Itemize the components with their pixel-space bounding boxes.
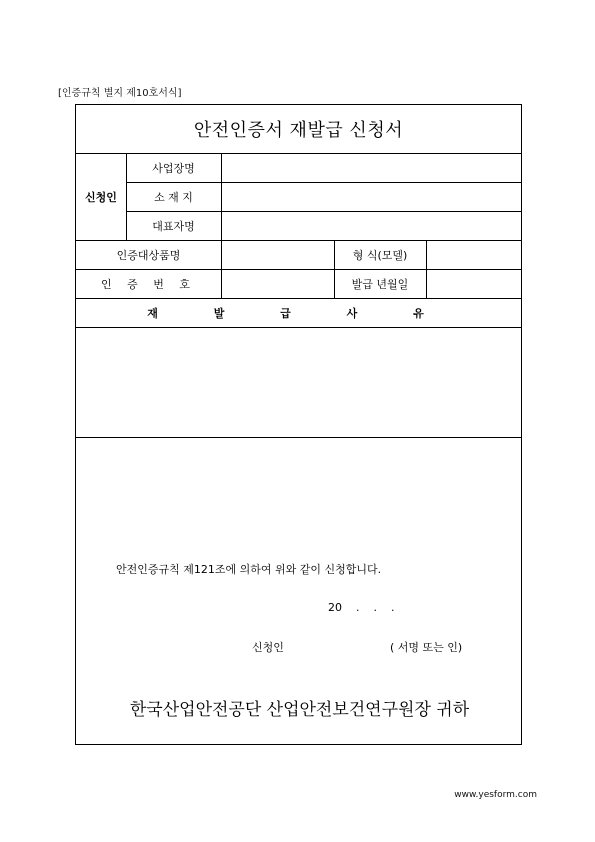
form-reference: [인증규칙 별지 제10호서식] — [58, 88, 182, 99]
date-line[interactable]: 20 . . . — [328, 601, 395, 614]
address-field[interactable] — [221, 182, 521, 211]
form-title: 안전인증서 재발급 신청서 — [193, 120, 404, 141]
addressee: 한국산업안전공단 산업안전보건연구원장 귀하 — [129, 700, 470, 720]
address-label: 소 재 지 — [154, 190, 193, 204]
applicant-group-label: 신청인 — [85, 190, 117, 204]
model-field[interactable] — [426, 240, 521, 269]
business-name-field[interactable] — [221, 153, 521, 182]
reason-header: 재 발 급 사 유 — [147, 306, 450, 320]
issue-date-label: 발급 년월일 — [351, 277, 409, 291]
application-form — [75, 104, 522, 745]
divider — [76, 437, 521, 438]
applicant-sign-label: 신청인 — [252, 641, 284, 654]
footer-url: www.yesform.com — [454, 790, 537, 800]
cert-number-label: 인 증 번 호 — [101, 277, 196, 291]
cert-number-field[interactable] — [221, 269, 334, 298]
target-product-field[interactable] — [221, 240, 334, 269]
reason-field[interactable] — [76, 327, 521, 437]
signature-hint[interactable]: ( 서명 또는 인) — [390, 641, 463, 654]
target-product-label: 인증대상품명 — [116, 248, 181, 262]
representative-label: 대표자명 — [152, 219, 195, 233]
declaration-statement: 안전인증규칙 제121조에 의하여 위와 같이 신청합니다. — [116, 563, 382, 576]
issue-date-field[interactable] — [426, 269, 521, 298]
business-name-label: 사업장명 — [152, 161, 195, 175]
representative-field[interactable] — [221, 211, 521, 240]
model-label: 형 식(모델) — [352, 248, 408, 262]
